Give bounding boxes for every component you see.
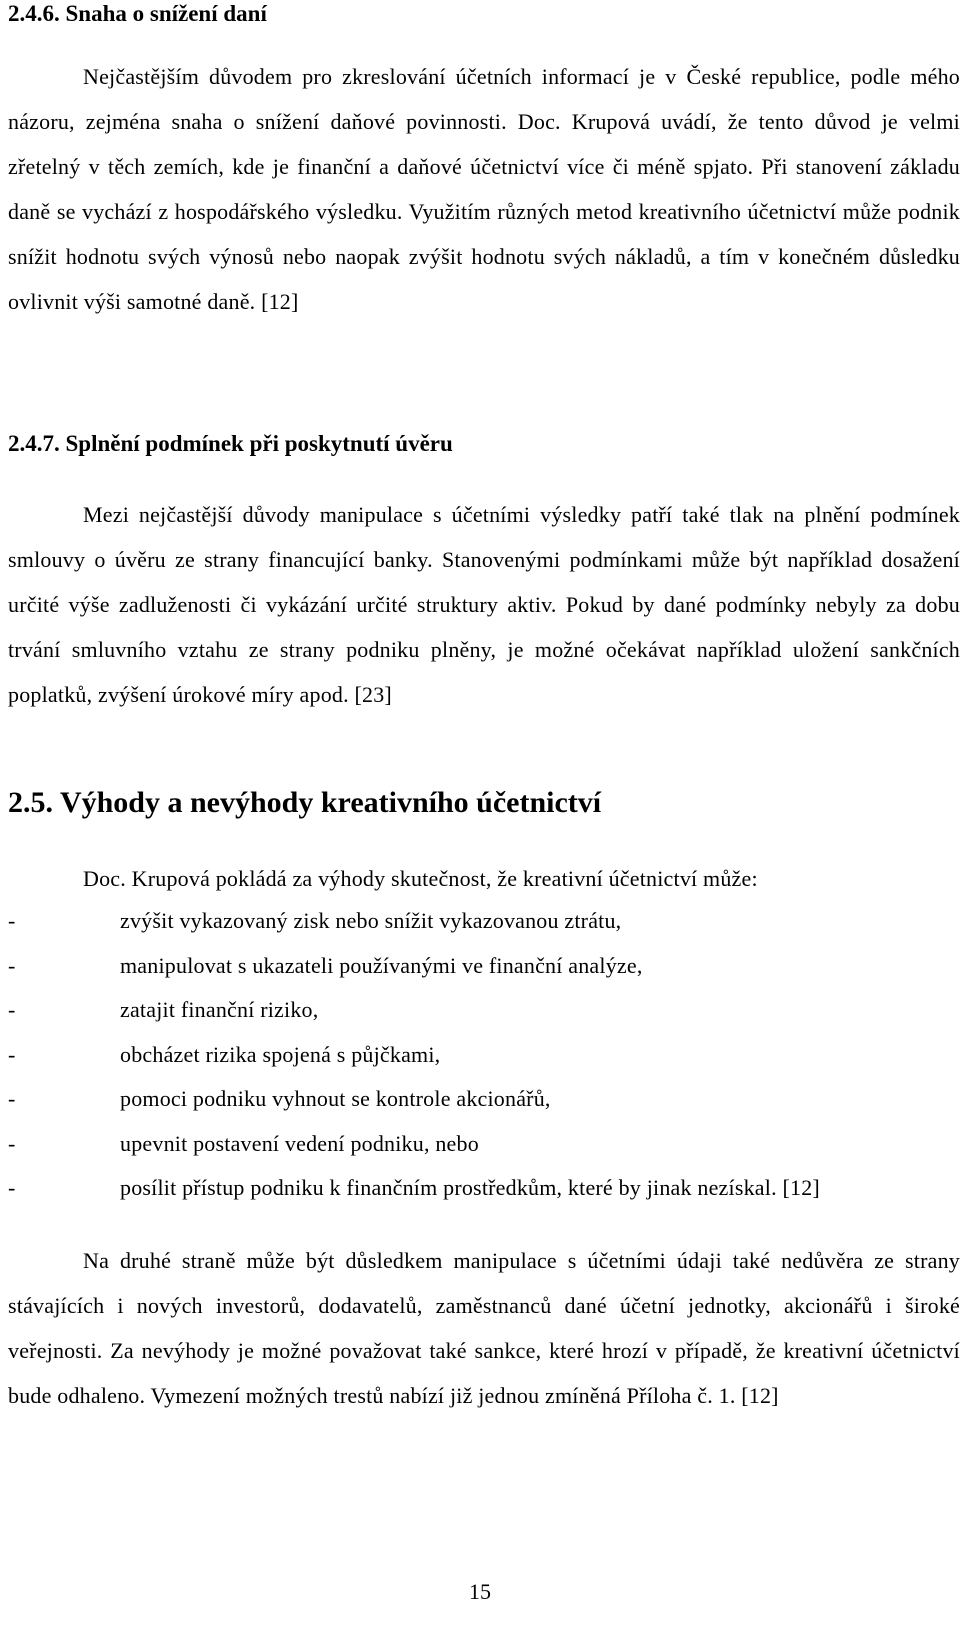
paragraph-advantages-intro: Doc. Krupová pokládá za výhody skutečnost, že kreativní účetnictví může: [83, 866, 758, 891]
section-heading-2-4-6: 2.4.6. Snaha o snížení daní [8, 1, 267, 26]
paragraph-disadvantages: Na druhé straně může být důsledkem manipulace s účetními údaji také nedůvěra ze strany stávajících i nových investorů, dodavatelů, zaměstnanců dané účetní jednotky, akcionářů i široké veřejnosti. Za nevýhody je možné považovat také sankce, které hrozí v případě, že kreativní účetnictví bude odhaleno. Vymezení možných trestů nabízí již jednou zmíněná Příloha č. 1. [12] [8, 1248, 960, 1408]
list-item-text: pomoci podniku vyhnout se kontrole akcionářů, [120, 1086, 551, 1111]
list-item [8, 899, 960, 944]
list-bullet: - [8, 952, 16, 978]
list-bullet: - [8, 908, 16, 933]
list-bullet: - [8, 1041, 16, 1067]
list-bullet: - [8, 1086, 16, 1111]
section-heading-2-5: 2.5. Výhody a nevýhody kreativního účetnictví [8, 786, 602, 819]
list-item [8, 944, 960, 989]
list-bullet: - [8, 997, 16, 1022]
list-item [8, 1122, 960, 1167]
list-bullet: - [8, 1130, 16, 1156]
list-item-text: zatajit finanční riziko, [120, 997, 319, 1022]
list-item [8, 1077, 960, 1122]
list-bullet: - [8, 1175, 16, 1200]
paragraph-loan-conditions: Mezi nejčastější důvody manipulace s účetními výsledky patří také tlak na plnění podmínek smlouvy o úvěru ze strany financující banky. Stanovenými podmínkami může být například dosažení určité výše zadluženosti či vykázání určité struktury aktiv. Pokud by dané podmínky nebyly za dobu trvání smluvního vztahu ze strany podniku plněny, je možné očekávat například uložení sankčních poplatků, zvýšení úrokové míry apod. [23] [8, 502, 960, 707]
section-heading-2-4-7: 2.4.7. Splnění podmínek při poskytnutí úvěru [8, 431, 453, 456]
list-item [8, 1166, 960, 1211]
paragraph-tax-reduction: Nejčastějším důvodem pro zkreslování účetních informací je v České republice, podle mého názoru, zejména snaha o snížení daňové povinnosti. Doc. Krupová uvádí, že tento důvod je velmi zřetelný v těch zemích, kde je finanční a daňové účetnictví více či méně spjato. Při stanovení základu daně se vychází z hospodářského výsledku. Využitím různých metod kreativního účetnictví může podnik snížit hodnotu svých výnosů nebo naopak zvýšit hodnotu svých nákladů, a tím v konečném důsledku ovlivnit výši samotné daně. [12] [8, 64, 960, 314]
list-item-text: zvýšit vykazovaný zisk nebo snížit vykazovanou ztrátu, [120, 908, 622, 933]
list-item-text: manipulovat s ukazateli používanými ve finanční analýze, [120, 952, 643, 978]
list-item [8, 988, 960, 1033]
list-item-text: upevnit postavení vedení podniku, nebo [120, 1130, 479, 1156]
list-item-text: posílit přístup podniku k finančním prostředkům, které by jinak nezískal. [12] [120, 1175, 820, 1200]
advantages-list [8, 899, 960, 1211]
list-item [8, 1033, 960, 1078]
list-item-text: obcházet rizika spojená s půjčkami, [120, 1041, 441, 1067]
page-number: 15 [469, 1579, 491, 1604]
